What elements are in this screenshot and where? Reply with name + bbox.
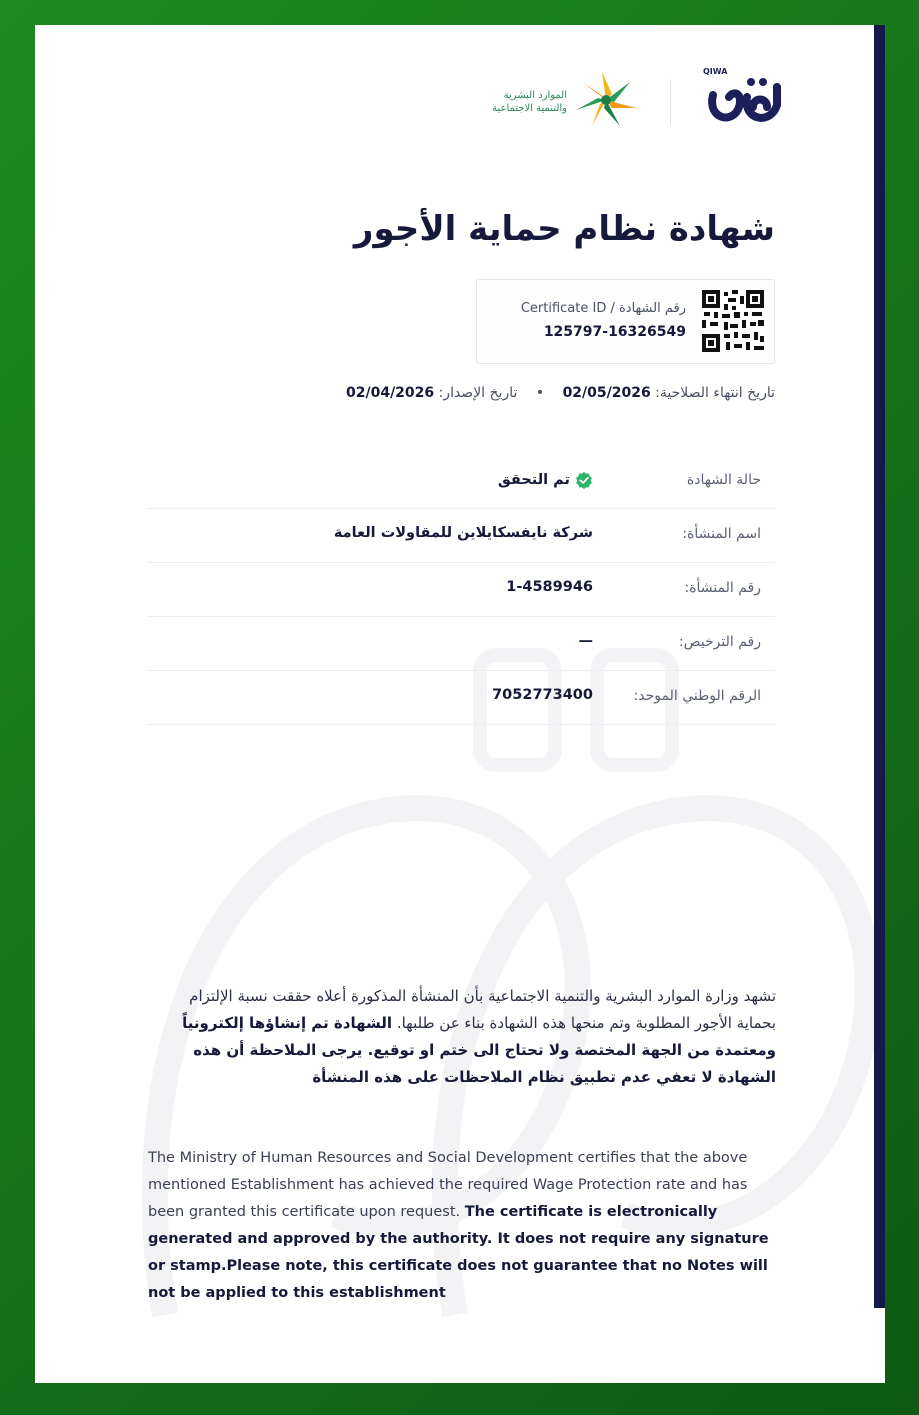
status-label: حالة الشهادة: [686, 472, 761, 488]
qr-code-icon[interactable]: [702, 290, 764, 352]
page-title: شهادة نظام حماية الأجور: [353, 209, 775, 249]
detail-row-unified-number: [148, 671, 775, 725]
header-logos: [455, 65, 785, 135]
unified-number-label: الرقم الوطني الموحد:: [633, 688, 761, 704]
right-accent-stripe: [874, 25, 885, 1308]
detail-row-name: [148, 509, 775, 563]
issue-date-label: تاريخ الإصدار:: [438, 385, 518, 401]
qiwa-logo-icon: [703, 67, 787, 133]
expiry-date-value: 02/05/2026: [562, 385, 651, 401]
issue-date-value: 02/04/2026: [345, 385, 435, 401]
license-number-label: رقم الترخيص:: [678, 634, 761, 650]
certificate-id-value: 125797-16326549: [543, 324, 686, 340]
english-statement: [148, 1145, 778, 1307]
certificate-page: [35, 25, 885, 1383]
status-value: تم التحقق: [497, 472, 570, 488]
ministry-name-line2: والتنمية الاجتماعية: [492, 103, 567, 114]
certificate-id-box: [476, 279, 775, 364]
detail-row-number: [148, 563, 775, 617]
establishment-number-value: 1-4589946: [506, 579, 593, 595]
verified-check-icon: [575, 471, 593, 489]
date-separator: •: [535, 385, 545, 401]
establishment-details: [148, 455, 775, 725]
arabic-statement-bold: الشهادة تم إنشاؤها إلكترونياً ومعتمدة من الجهة المختصة ولا تحتاج الى ختم او توقيع. يرجى الملاحظة أن هذه الشهادة لا تعفي عدم تطبيق نظام الملاحظات على هذه المنشأة: [182, 1014, 776, 1086]
logo-divider: [670, 79, 671, 125]
establishment-number-label: رقم المنشأة:: [684, 580, 761, 596]
qiwa-small-label: QIWA: [703, 67, 728, 76]
establishment-name-label: اسم المنشأة:: [682, 526, 761, 542]
unified-number-value: 7052773400: [492, 687, 593, 703]
establishment-name-value: شركة نايفسكايلاين للمقاولات العامة: [333, 525, 593, 541]
english-statement-normal: The Ministry of Human Resources and Social Development certifies that the above mentioned Establishment has achieved the required Wage Protection rate and has been granted this certificate upon request.: [148, 1150, 748, 1220]
ministry-logo-text: [455, 89, 567, 115]
arabic-statement: [148, 983, 776, 1091]
detail-row-license: [148, 617, 775, 671]
english-statement-bold: The certificate is electronically generated and approved by the authority. It does not require any signature or stamp.Please note, this certificate does not guarantee that no Notes will not be applied to this establishment: [148, 1204, 769, 1301]
expiry-date-label: تاريخ انتهاء الصلاحية:: [655, 385, 775, 401]
status-badge: [498, 471, 593, 489]
certificate-dates: [346, 385, 775, 401]
certificate-id-label: Certificate ID / رقم الشهادة: [520, 301, 686, 316]
ministry-name-line1: الموارد البشرية: [503, 90, 567, 101]
arabic-statement-normal: تشهد وزارة الموارد البشرية والتنمية الاجتماعية بأن المنشأة المذكورة أعلاه حققت نسبة الإلتزام بحماية الأجور المطلوبة وتم منحها هذه الشهادة بناء عن طلبها.: [189, 987, 776, 1032]
detail-row-status: [148, 455, 775, 509]
license-number-value: —: [578, 633, 593, 649]
ministry-star-logo-icon: [573, 69, 639, 131]
